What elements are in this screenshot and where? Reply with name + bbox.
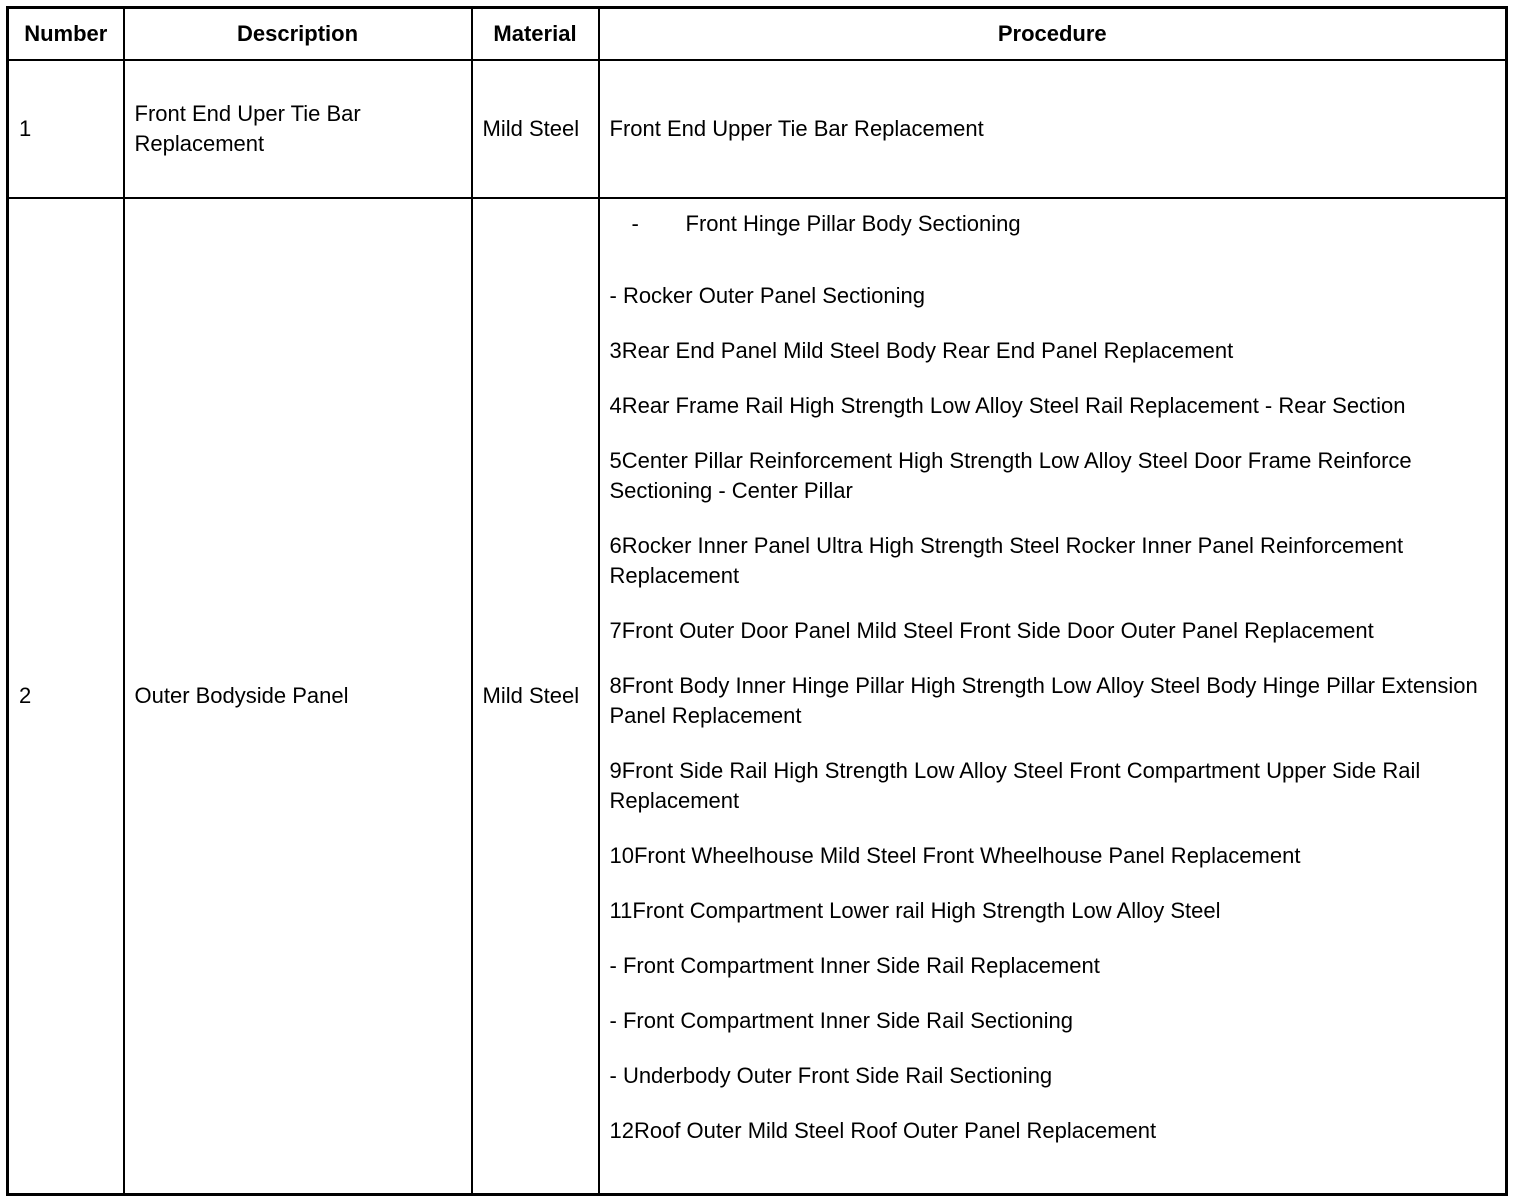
procedure-line: 5Center Pillar Reinforcement High Strength Low Alloy Steel Door Frame Reinforce Sectioning - Center Pillar [609, 448, 1412, 503]
cell-number: 1 [8, 60, 124, 198]
procedure-line: 7Front Outer Door Panel Mild Steel Front Side Door Outer Panel Replacement [609, 618, 1374, 643]
cell-material: Mild Steel [472, 60, 599, 198]
bullet-dash: - [631, 211, 639, 236]
procedure-line [610, 209, 1496, 239]
procedure-line: 11Front Compartment Lower rail High Strength Low Alloy Steel [609, 898, 1221, 923]
procedure-line: 9Front Side Rail High Strength Low Alloy Steel Front Compartment Upper Side Rail Replacement [609, 758, 1421, 813]
header-description: Description [124, 8, 472, 61]
procedure-line: 3Rear End Panel Mild Steel Body Rear End Panel Replacement [609, 338, 1234, 363]
cell-number: 2 [8, 198, 124, 1195]
procedure-line: - Rocker Outer Panel Sectioning [609, 283, 925, 308]
procedure-line: 8Front Body Inner Hinge Pillar High Strength Low Alloy Steel Body Hinge Pillar Extension Panel Replacement [609, 673, 1478, 728]
procedure-line: 4Rear Frame Rail High Strength Low Alloy Steel Rail Replacement - Rear Section [609, 393, 1406, 418]
cell-description: Front End Uper Tie Bar Replacement [124, 60, 472, 198]
procedure-line: 10Front Wheelhouse Mild Steel Front Wheelhouse Panel Replacement [609, 843, 1301, 868]
procedure-line-text: Front Hinge Pillar Body Sectioning [685, 211, 1021, 236]
procedure-line: - Front Compartment Inner Side Rail Sectioning [609, 1008, 1073, 1033]
procedure-line: Front End Upper Tie Bar Replacement [609, 116, 984, 141]
table-header-row [8, 8, 1507, 61]
cell-material: Mild Steel [472, 198, 599, 1195]
procedure-line: 6Rocker Inner Panel Ultra High Strength Steel Rocker Inner Panel Reinforcement Replacement [609, 533, 1404, 588]
header-number: Number [8, 8, 124, 61]
table-row [8, 60, 1507, 198]
procedure-line: - Front Compartment Inner Side Rail Replacement [609, 953, 1100, 978]
table-row [8, 198, 1507, 1195]
procedure-line: 12Roof Outer Mild Steel Roof Outer Panel Replacement [609, 1118, 1157, 1143]
header-material: Material [472, 8, 599, 61]
cell-description: Outer Bodyside Panel [124, 198, 472, 1195]
header-procedure: Procedure [599, 8, 1507, 61]
procedure-line: - Underbody Outer Front Side Rail Sectioning [609, 1063, 1053, 1088]
parts-procedure-table [6, 6, 1508, 1196]
cell-procedure [599, 60, 1507, 198]
cell-procedure [599, 198, 1507, 1195]
